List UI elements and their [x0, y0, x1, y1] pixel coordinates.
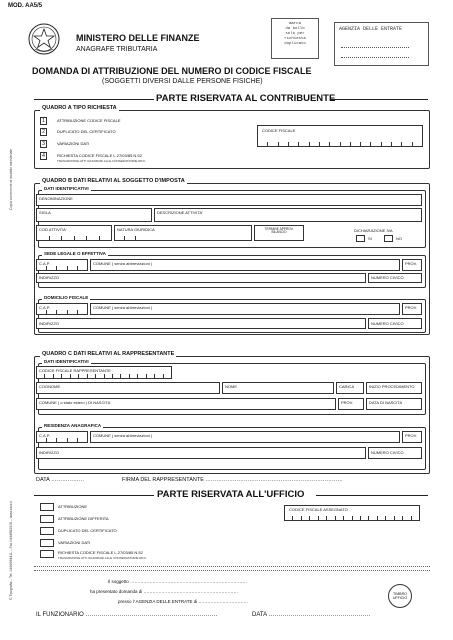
attribuzione-checkbox[interactable] — [40, 503, 54, 511]
item-number[interactable]: 4 — [40, 152, 47, 160]
item-number[interactable]: 2 — [40, 128, 47, 136]
stamp-line: duplicato — [284, 42, 306, 46]
dati-identificativi-title: DATI IDENTIFICATIVI — [44, 186, 89, 191]
iva-no-label: NO — [396, 236, 402, 241]
inizio-procedimento-label: INIZIO PROCEDIMENTO — [369, 384, 415, 389]
office-heading: PARTE RISERVATA ALL'UFFICIO — [157, 489, 305, 500]
luogo-nascita-field[interactable] — [36, 398, 336, 410]
residenza-cap-field[interactable] — [36, 431, 88, 443]
quadro-b-title: QUADRO B DATI RELATIVI AL SOGGETTO D'IMPOSTA — [42, 178, 185, 184]
side-printer-text: © Tipografia – Tel. 0444/564411 – Fax 0444/562508 – www.xxxx.it — [9, 500, 13, 600]
residenza-indirizzo-field[interactable] — [36, 447, 366, 459]
civico-label: NUMERO CIVICO — [371, 450, 404, 455]
denominazione-label: DENOMINAZIONE — [39, 196, 73, 201]
carica-label: CARICA — [339, 384, 355, 389]
civico-label: NUMERO CIVICO — [371, 275, 404, 280]
sigla-label: SIGLA — [39, 210, 51, 215]
domicilio-cap-field[interactable] — [36, 303, 88, 315]
cap-label: C.A.P. — [39, 433, 51, 438]
residenza-prov-field[interactable] — [402, 431, 422, 443]
variazioni-checkbox[interactable] — [40, 539, 54, 547]
office-stamp-circle — [388, 584, 412, 608]
sede-legale-title: SEDE LEGALE O EFFETTIVA — [44, 251, 106, 256]
prov-label: PROV. — [405, 261, 418, 266]
rapp-dati-title: DATI IDENTIFICATIVI — [44, 359, 89, 364]
ministry-name: MINISTERO DELLE FINANZE — [76, 33, 200, 43]
sede-comune-field[interactable] — [90, 259, 400, 271]
sede-cap-field[interactable] — [36, 259, 88, 271]
nome-field[interactable] — [222, 382, 334, 394]
cf-rappresentante-field[interactable] — [36, 366, 172, 379]
dichiarazione-iva-label: DICHIARAZIONE IVA — [354, 228, 393, 233]
comune-label: COMUNE ( senza abbreviazioni ) — [93, 261, 153, 266]
quadro-c-title: QUADRO C DATI RELATIVI AL RAPPRESENTANTE — [42, 351, 175, 357]
cap-label: C.A.P. — [39, 305, 51, 310]
office-item-label: RICHIESTA CODICE FISCALE L.27/03/85 N.52 — [58, 550, 143, 555]
prov-label: PROV. — [405, 433, 418, 438]
form-code: MOD. AA5/5 — [8, 3, 43, 9]
nascita-prov-field[interactable] — [338, 398, 364, 410]
cf-assegnato-label: CODICE FISCALE ASSEGNATO — [289, 507, 348, 512]
request-type-note: TRASCRIZIONE ATTI GIUDIZIARI ALLE CONSERVATORIE RR.II. — [57, 159, 146, 163]
office-item-label: DUPLICATO DEL CERTIFICATO — [58, 528, 117, 533]
office-item-label: VARIAZIONI DATI — [58, 540, 91, 545]
office-box — [334, 22, 429, 66]
cognome-label: COGNOME — [39, 384, 61, 389]
indirizzo-label: INDIRIZZO — [39, 321, 59, 326]
sede-indirizzo-field[interactable] — [36, 273, 366, 283]
date-field[interactable]: DATA ……………… — [36, 477, 85, 483]
item-number[interactable]: 1 — [40, 117, 47, 125]
iva-no-checkbox[interactable] — [384, 235, 393, 242]
office-item-note: TRASCRIZIONE ATTI GIUDIZIARI ALLE CONSERVATORIE RR.II. — [58, 556, 147, 560]
domicilio-indirizzo-field[interactable] — [36, 318, 366, 329]
residenza-comune-field[interactable] — [90, 431, 400, 443]
revenue-stamp-box — [271, 18, 319, 59]
taxpayer-heading: PARTE RISERVATA AL CONTRIBUENTE — [156, 93, 336, 104]
data-nascita-label: DATA DI NASCITA — [369, 400, 403, 405]
natura-giuridica-field[interactable] — [114, 225, 252, 241]
cod-attivita-label: COD ATTIVITA' — [39, 227, 67, 232]
stamp-line: marca — [288, 22, 301, 26]
stamp-line: da bollo — [285, 27, 305, 31]
cognome-field[interactable] — [36, 382, 220, 394]
form-subtitle: (SOGGETTI DIVERSI DALLE PERSONE FISICHE) — [102, 78, 263, 85]
tax-code-label: CODICE FISCALE — [262, 128, 296, 133]
indirizzo-label: INDIRIZZO — [39, 450, 59, 455]
domicilio-prov-field[interactable] — [402, 303, 422, 315]
presso-field[interactable]: presso l' AGENZIA DELLE ENTRATE di …………………………… — [118, 599, 249, 604]
natura-giuridica-label: NATURA GIURIDICA — [117, 227, 155, 232]
stamp-line: solo per — [285, 32, 305, 36]
duplicato-checkbox[interactable] — [40, 527, 54, 535]
request-type-label: ATTRIBUZIONE CODICE FISCALE — [57, 118, 121, 123]
residenza-title: RESIDENZA ANAGRAFICA — [44, 423, 102, 428]
domicilio-civico-field[interactable] — [368, 318, 422, 329]
descrizione-field[interactable] — [154, 208, 422, 222]
office-item-label: ATTRIBUZIONE — [58, 504, 88, 509]
sede-civico-field[interactable] — [368, 273, 422, 283]
termine-bilancio-label: TERMINE APPROV. BILANCIO — [264, 227, 294, 235]
side-copy-text: Copia contenente al modello ministeriale — [9, 148, 13, 210]
item-number[interactable]: 3 — [40, 140, 47, 148]
office-item-label: ATTRIBUZIONE DIFFERITA — [58, 516, 109, 521]
domicilio-comune-field[interactable] — [90, 303, 400, 315]
civico-label: NUMERO CIVICO — [371, 321, 404, 326]
denominazione-field[interactable] — [36, 194, 422, 206]
descrizione-label: DESCRIZIONE ATTIVITA' — [157, 210, 203, 215]
request-type-label: RICHIESTA CODICE FISCALE L.27/03/85 N.52 — [57, 153, 142, 158]
signature-field[interactable]: FIRMA DEL RAPPRESENTANTE ………………………………………………………………… — [122, 477, 343, 483]
sigla-field[interactable] — [36, 208, 152, 222]
request-type-label: DUPLICATO DEL CERTIFICATO — [57, 129, 116, 134]
prov-label: PROV. — [341, 400, 354, 405]
tax-code-field[interactable] — [257, 125, 423, 147]
comune-label: COMUNE ( senza abbreviazioni ) — [93, 305, 153, 310]
residenza-civico-field[interactable] — [368, 447, 422, 459]
cf-rappresentante-label: CODICE FISCALE RAPPRESENTANTE — [39, 368, 111, 373]
funzionario-field[interactable]: IL FUNZIONARIO ………………………………………………………… — [36, 612, 218, 618]
stamp-line: richiesta — [284, 37, 306, 41]
presentato-field[interactable]: ha presentato domanda di ……………………………………………………… — [90, 589, 239, 594]
office-label: AGENZIA DELLE ENTRATE — [339, 26, 403, 32]
comune-label: COMUNE ( senza abbreviazioni ) — [93, 433, 153, 438]
quadro-a-title: QUADRO A TIPO RICHIESTA — [42, 105, 117, 111]
sede-prov-field[interactable] — [402, 259, 422, 271]
iva-si-label: SI — [368, 236, 372, 241]
form-title: DOMANDA DI ATTRIBUZIONE DEL NUMERO DI CODICE FISCALE — [32, 66, 312, 76]
luogo-nascita-label: COMUNE ( o stato estero ) DI NASCITA — [39, 400, 111, 405]
cf-assegnato-field[interactable] — [284, 505, 420, 521]
department-name: ANAGRAFE TRIBUTARIA — [76, 46, 158, 53]
republic-emblem-icon — [27, 22, 61, 56]
indirizzo-label: INDIRIZZO — [39, 275, 59, 280]
data-nascita-field[interactable] — [366, 398, 422, 410]
domicilio-title: DOMICILIO FISCALE — [44, 295, 89, 300]
office-date-field[interactable]: DATA …………………………………………… — [252, 612, 371, 618]
timbro-label: TIMBRO UFFICIO — [392, 591, 408, 600]
termine-bilancio-field[interactable] — [254, 225, 304, 241]
carica-field[interactable] — [336, 382, 364, 394]
request-type-label: VARIAZIONI DATI — [57, 141, 90, 146]
nome-label: NOME — [225, 384, 237, 389]
attribuzione-differita-checkbox[interactable] — [40, 515, 54, 523]
richiesta-checkbox[interactable] — [40, 550, 54, 558]
inizio-procedimento-field[interactable] — [366, 382, 422, 394]
cap-label: C.A.P. — [39, 261, 51, 266]
cod-attivita-field[interactable] — [36, 225, 112, 241]
prov-label: PROV. — [405, 305, 418, 310]
soggetto-field[interactable]: Il soggetto …………………………………………………………………… — [108, 579, 248, 584]
iva-si-checkbox[interactable] — [356, 235, 365, 242]
